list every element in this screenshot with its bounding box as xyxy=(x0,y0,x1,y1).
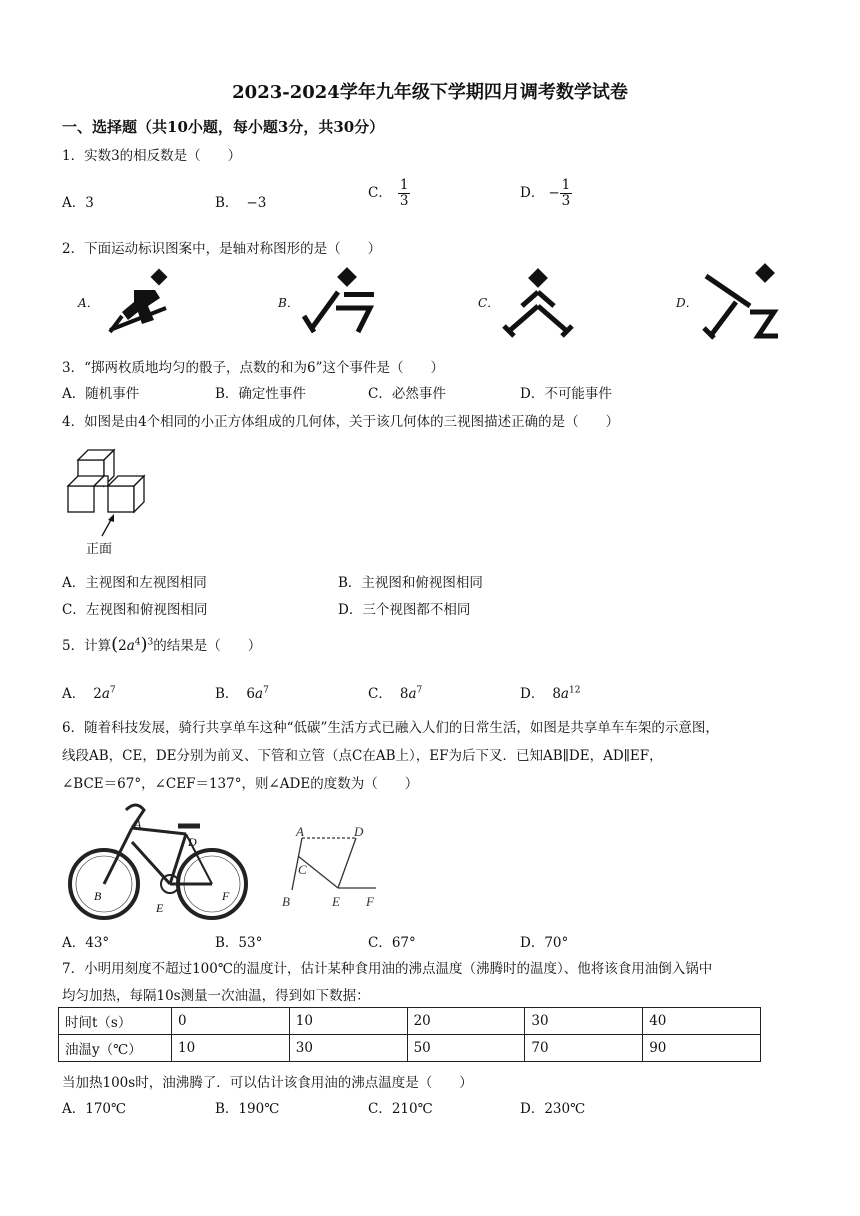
question-7-line-1: 7．小明用刻度不超过100℃的温度计，估计某种食用油的沸点温度（沸腾时的温度）、他将该食用油倒入锅中 xyxy=(62,961,713,977)
q3-option-a: A．随机事件 xyxy=(62,386,140,402)
table-cell: 30 xyxy=(289,1035,407,1062)
q7-option-d: D．230℃ xyxy=(520,1101,586,1117)
front-view-label: 正面 xyxy=(86,542,113,557)
question-7-line-3: 当加热100s时，油沸腾了．可以估计该食用油的沸点温度是（ ） xyxy=(62,1075,473,1091)
sport-icon-b xyxy=(298,266,378,342)
question-6-line-3: ∠BCE＝67°，∠CEF＝137°，则∠ADE的度数为（ ） xyxy=(62,776,419,792)
sport-icon-a xyxy=(100,268,180,340)
q4-option-b: B．主视图和俯视图相同 xyxy=(338,575,483,591)
bike-label-e: E xyxy=(156,901,164,915)
q7-option-a: A．170℃ xyxy=(62,1101,127,1117)
q2-label-c: C． xyxy=(478,296,500,310)
table-cell: 油温y（℃） xyxy=(59,1035,172,1062)
table-cell: 10 xyxy=(289,1008,407,1035)
q6-option-d: D．70° xyxy=(520,935,569,951)
diagram-label-b: B xyxy=(282,894,290,908)
q5-option-b: B． $6a^7$ xyxy=(215,685,269,702)
table-cell: 90 xyxy=(643,1035,761,1062)
q6-option-c: C．67° xyxy=(368,935,416,951)
q4-option-c: C．左视图和俯视图相同 xyxy=(62,602,208,618)
bike-label-a: A xyxy=(134,817,142,831)
question-1-stem: 1．实数3的相反数是（ ） xyxy=(62,148,242,164)
question-6-line-1: 6．随着科技发展，骑行共享单车这种“低碳”生活方式已融入人们的日常生活，如图是共享单车车架的示意图， xyxy=(62,720,719,736)
table-cell: 40 xyxy=(643,1008,761,1035)
q7-option-c: C．210℃ xyxy=(368,1101,433,1117)
table-cell: 时间t（s） xyxy=(59,1008,172,1035)
table-row xyxy=(59,1008,761,1035)
table-cell: 0 xyxy=(172,1008,290,1035)
bike-label-f: F xyxy=(222,889,230,903)
q3-option-b: B．确定性事件 xyxy=(215,386,306,402)
q6-option-b: B．53° xyxy=(215,935,263,951)
bicycle-image xyxy=(66,800,250,924)
q4-option-d: D．三个视图都不相同 xyxy=(338,602,471,618)
q7-option-b: B．190℃ xyxy=(215,1101,280,1117)
diagram-label-e: E xyxy=(332,894,340,908)
q5-option-d: D． $8a^{12}$ xyxy=(520,685,581,702)
bike-label-d: D xyxy=(188,835,197,849)
q5-option-a: A． $2a^7$ xyxy=(62,685,116,702)
q2-label-a: A． xyxy=(78,296,99,310)
diagram-label-f: F xyxy=(366,894,374,908)
question-6-line-2: 线段AB，CE，DE分别为前叉、下管和立管（点C在AB上），EF为后下叉．已知AB∥DE，AD∥EF， xyxy=(62,748,663,764)
sport-icon-c xyxy=(500,266,580,342)
q2-label-d: D． xyxy=(676,296,698,310)
temperature-table xyxy=(58,1007,761,1062)
sport-icon-d xyxy=(700,262,786,342)
diagram-label-c: C xyxy=(298,862,307,877)
question-2-stem: 2．下面运动标识图案中，是轴对称图形的是（ ） xyxy=(62,241,382,257)
q5-option-c: C． $8a^7$ xyxy=(368,685,423,702)
diagram-label-a: A xyxy=(296,824,304,839)
q1-option-a: A．3 xyxy=(62,195,94,211)
section-heading: 一、选择题（共10小题，每小题3分，共30分） xyxy=(62,118,385,136)
question-3-stem: 3．“掷两枚质地均匀的骰子，点数的和为6”这个事件是（ ） xyxy=(62,360,444,376)
table-cell: 70 xyxy=(525,1035,643,1062)
q1-option-b: B． −3 xyxy=(215,195,267,211)
table-cell: 30 xyxy=(525,1008,643,1035)
question-5-stem: 5．计算$(2a^4)^3$的结果是（ ） xyxy=(62,634,262,655)
q1-option-c: C． $\frac{1}{3}$ xyxy=(368,177,409,209)
frame-diagram xyxy=(278,824,388,908)
q3-option-c: C．必然事件 xyxy=(368,386,446,402)
diagram-label-d: D xyxy=(354,824,364,839)
q3-option-d: D．不可能事件 xyxy=(520,386,612,402)
bike-label-b: B xyxy=(94,889,102,903)
q4-option-a: A．主视图和左视图相同 xyxy=(62,575,207,591)
q6-option-a: A．43° xyxy=(62,935,110,951)
table-row xyxy=(59,1035,761,1062)
question-4-stem: 4．如图是由4个相同的小正方体组成的几何体，关于该几何体的三视图描述正确的是（ ） xyxy=(62,414,620,430)
table-cell: 20 xyxy=(407,1008,525,1035)
q2-label-b: B． xyxy=(278,296,299,310)
q1-option-d: D． − $\frac{1}{3}$ xyxy=(520,177,571,209)
table-cell: 50 xyxy=(407,1035,525,1062)
front-arrow-icon xyxy=(98,512,118,538)
exam-title: 2023-2024学年九年级下学期四月调考数学试卷 xyxy=(232,82,628,103)
question-7-line-2: 均匀加热，每隔10s测量一次油温，得到如下数据： xyxy=(62,988,370,1004)
table-cell: 10 xyxy=(172,1035,290,1062)
